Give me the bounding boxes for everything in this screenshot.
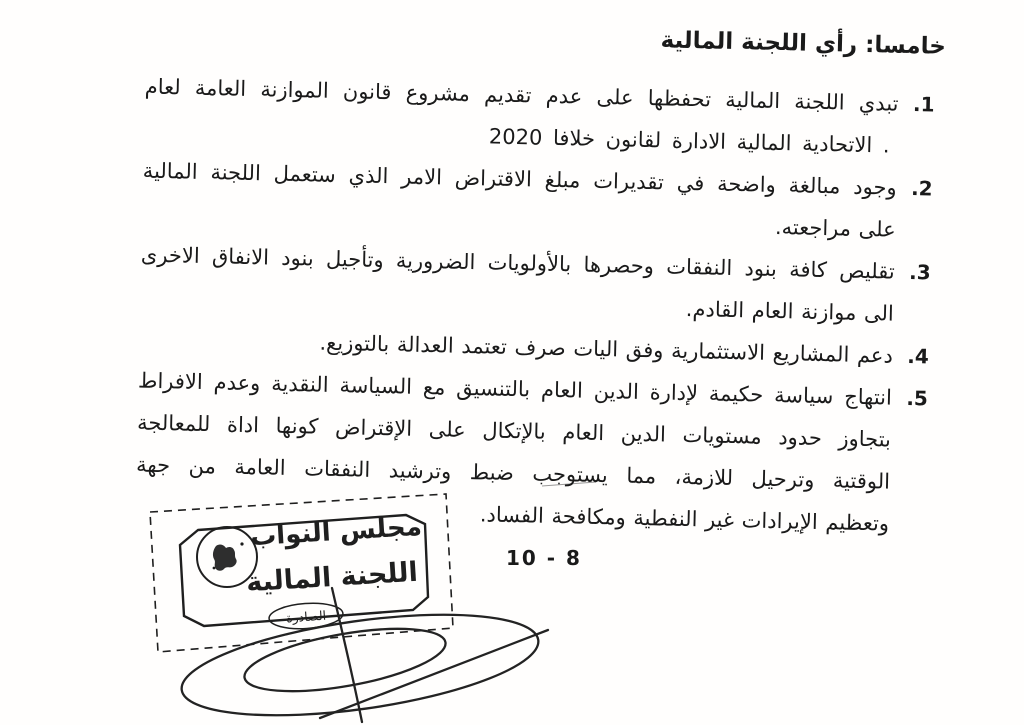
item-number: 2. (910, 176, 933, 201)
item-number: 3. (908, 260, 932, 285)
section-heading: خامسا: رأي اللجنة المالية (660, 27, 947, 60)
item-line: تقليص كافة بنود النفقات وحصرها بالأولويات الضرورية وتأجيل بنود الانفاق الاخرى (140, 242, 896, 284)
item-line: انتهاج سياسة حكيمة لإدارة الدين العام بالتنسيق مع السياسة النقدية وعدم الافراط (137, 368, 893, 410)
item-line: وتعظيم الإيرادات غير النفطية ومكافحة الفساد. (479, 502, 890, 536)
stamp-and-signature (118, 458, 718, 725)
item-line: دعم المشاريع الاستثمارية وفق اليات صرف تعتمد العدالة بالتوزيع. (319, 330, 894, 368)
item-number: 5. (906, 385, 929, 411)
item-line: على مراجعته. (774, 214, 896, 242)
page-number: 10 - 8 (506, 546, 582, 570)
item-number: 1. (912, 92, 935, 117)
emblem-dot (240, 542, 243, 545)
stamp-oval-label: الصادرة (285, 607, 327, 626)
line-token: 2020 (488, 124, 543, 150)
item-line: تبدي اللجنة المالية تحفظها على عدم تقديم مشروع قانون الموازنة العامة لعام (144, 74, 899, 116)
iraq-map-icon (213, 545, 237, 571)
scan-artifact-dash (542, 482, 596, 486)
item-number: 4. (907, 343, 930, 369)
line-token: الاتحادية (801, 131, 873, 158)
stamp-title: مجلس النواب (249, 511, 423, 553)
emblem-dot (213, 567, 216, 570)
signature-loop-outer (176, 596, 545, 725)
signature-diagonal (320, 630, 548, 718)
line-token: الادارة (671, 128, 727, 154)
item-line: بتجاوز حدود مستويات الدين العام بالإتكال على الإقتراض كونها اداة للمعالجة (136, 410, 892, 452)
line-token: لقانون (605, 127, 662, 153)
line-token: خلافا (552, 125, 596, 151)
line-token: . (882, 133, 890, 158)
line-token: المالية (736, 130, 792, 156)
item-line: الوقتية وترحيل للازمة، مما يستوجب ضبط وترشيد النفقات العامة من جهة (135, 452, 891, 494)
official-stamp (150, 482, 596, 652)
signature-downstroke (332, 588, 362, 722)
item-line: وجود مبالغة واضحة في تقديرات مبلغ الاقتراض الامر الذي ستعمل اللجنة المالية (142, 158, 897, 200)
item-line: الى موازنة العام القادم. (685, 296, 895, 326)
signature-loop-inner (240, 617, 450, 704)
stamp-subtitle: اللجنة المالية (245, 556, 419, 599)
signature-scribble (176, 588, 548, 725)
